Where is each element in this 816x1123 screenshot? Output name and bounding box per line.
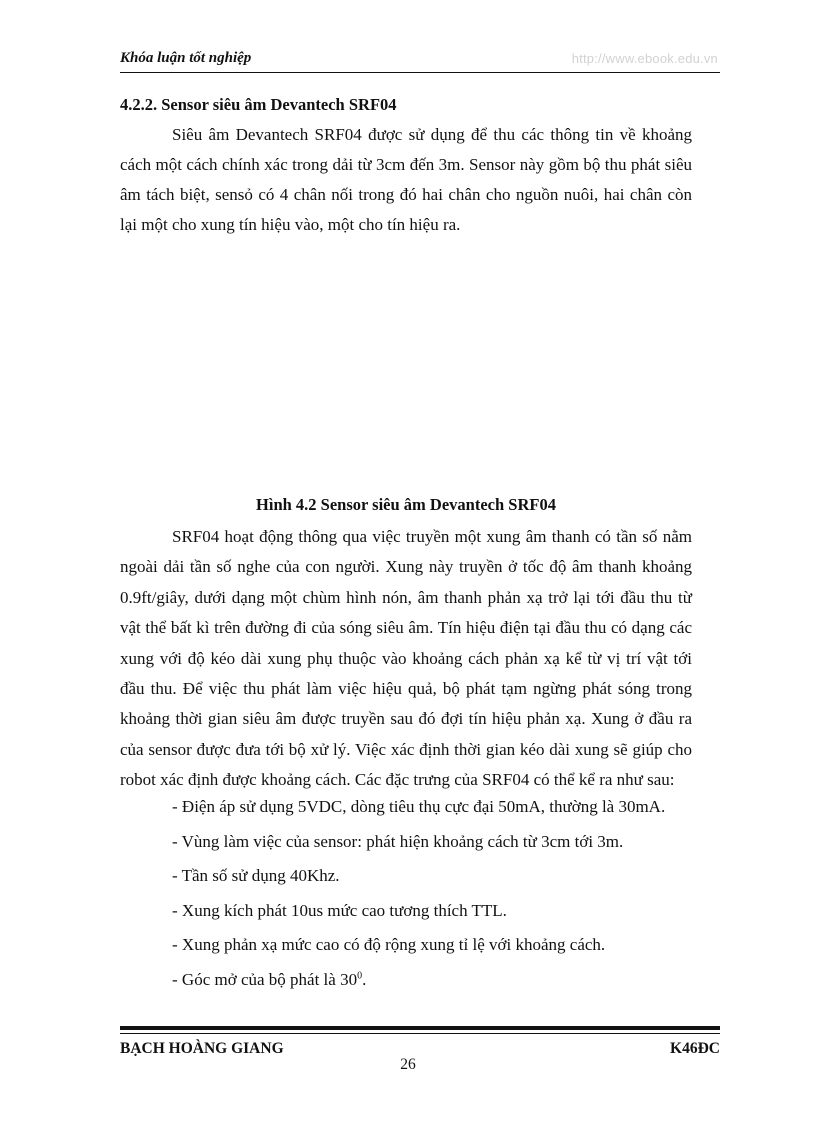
figure-placeholder	[120, 238, 692, 483]
intro-paragraph: Siêu âm Devantech SRF04 được sử dụng để thu các thông tin về khoảng cách một cách chính xác trong dải từ 3cm đến 3m. Sensor này gồm bộ thu phát siêu âm tách biệt, sensỏ có 4 chân nối trong đó hai chân cho nguồn nuôi, hai chân còn lại một cho xung tín hiệu vào, một cho tín hiệu ra.	[120, 125, 692, 234]
description-section	[120, 522, 692, 796]
list-item	[172, 965, 712, 1000]
footer-divider-thin	[120, 1033, 720, 1034]
page-header	[120, 47, 720, 71]
section-heading: 4.2.2. Sensor siêu âm Devantech SRF04	[120, 95, 397, 114]
list-item: - Tần số sử dụng 40Khz.	[172, 866, 340, 885]
figure-caption: Hình 4.2 Sensor siêu âm Devantech SRF04	[256, 495, 556, 514]
page-number: 26	[400, 1056, 416, 1073]
list-item-suffix: .	[362, 969, 367, 989]
header-watermark-url: http://www.ebook.edu.vn	[571, 51, 718, 66]
list-item: - Xung kích phát 10us mức cao tương thích TTL.	[172, 900, 507, 920]
header-divider	[120, 72, 720, 73]
header-title: Khóa luận tốt nghiệp	[120, 50, 252, 66]
degree-superscript: 0	[357, 969, 363, 981]
footer-divider-thick	[120, 1026, 720, 1030]
list-item: - Điện áp sử dụng 5VDC, dòng tiêu thụ cực đại 50mA, thường là 30mA.	[172, 797, 666, 816]
footer-author: BẠCH HOÀNG GIANG	[120, 1040, 284, 1057]
description-paragraph: SRF04 hoạt động thông qua việc truyền một xung âm thanh có tần số nằm ngoài dải tần số nghe của con người. Xung này truyền ở tốc độ âm thanh khoảng 0.9ft/giây, dưới dạng một chùm hình nón, âm thanh phản xạ trở lại tới đầu thu từ vật thể bất kì trên đường đi của sóng siêu âm. Tín hiệu điện tại đầu thu có dạng các xung với độ kéo dài xung phụ thuộc vào khoảng cách phản xạ kể từ vị trí vật tới đầu thu. Để việc thu phát làm việc hiệu quả, bộ phát tạm ngừng phát sóng trong khoảng thời gian siêu âm được truyền sau đó đợi tín hiệu phản xạ. Xung ở đầu ra của sensor được đưa tới bộ xử lý. Việc xác định thời gian kéo dài xung sẽ giúp cho robot xác định được khoảng cách. Các đặc trưng của SRF04 có thể kể ra như sau:	[120, 527, 692, 790]
section-content	[120, 90, 692, 240]
list-item: - Vùng làm việc của sensor: phát hiện khoảng cách từ 3cm tới 3m.	[172, 831, 624, 851]
list-item: - Xung phản xạ mức cao có độ rộng xung tỉ lệ với khoảng cách.	[172, 935, 606, 954]
feature-list	[172, 792, 712, 999]
footer-class-code: K46ĐC	[670, 1040, 720, 1057]
list-item-text: - Góc mở của bộ phát là 30	[172, 969, 358, 989]
